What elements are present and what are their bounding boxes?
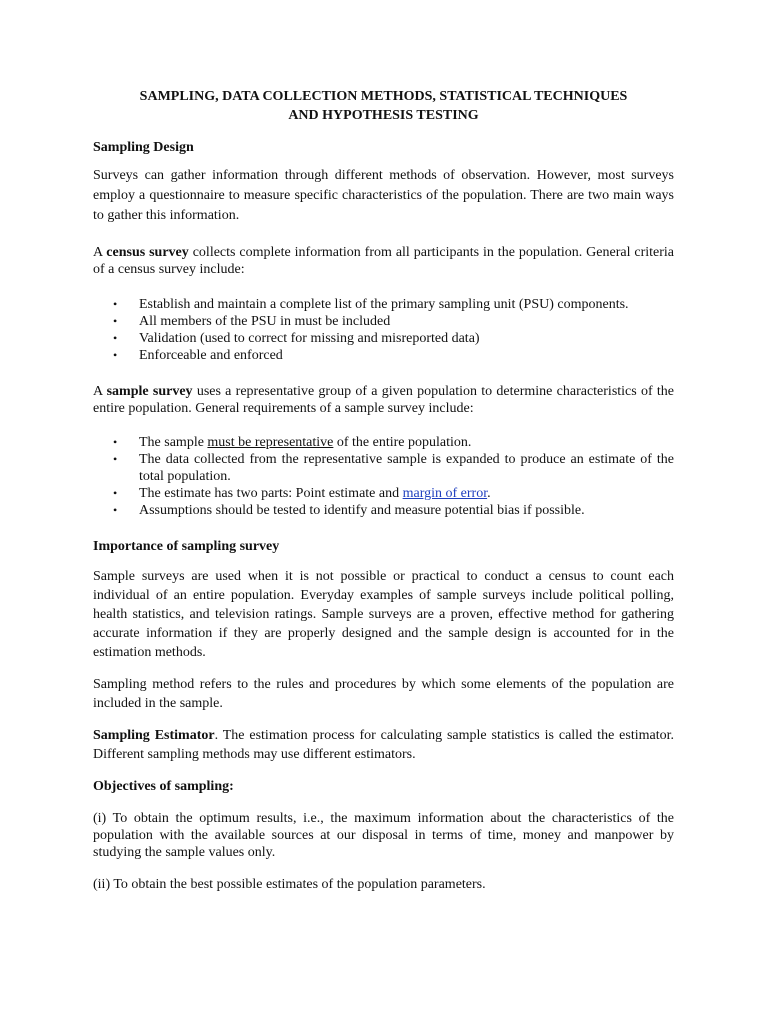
sample-survey-term: sample survey: [106, 384, 193, 399]
census-criteria-list: [93, 296, 674, 364]
sample-survey-paragraph: [93, 383, 674, 417]
list-item: [93, 485, 674, 502]
item1-post: of the entire population.: [336, 435, 472, 450]
list-item: [93, 296, 674, 313]
list-item-text: Establish and maintain a complete list of the primary sampling unit (PSU) components.: [139, 297, 629, 312]
title-line-1: SAMPLING, DATA COLLECTION METHODS, STATISTICAL TECHNIQUES: [139, 89, 628, 104]
bullet-icon: •: [113, 452, 118, 466]
objective-1: (i) To obtain the optimum results, i.e., the maximum information about the characteristics of the population with the available sources at our disposal in terms of time, money and manpower by studying the sample values only.: [93, 811, 674, 860]
list-item: [93, 347, 674, 364]
list-item-text: All members of the PSU in must be included: [139, 314, 391, 329]
sampling-estimator-paragraph: [93, 726, 674, 764]
census-rest: collects complete information from all participants in the population. General criteria of a census survey include:: [93, 245, 675, 277]
bullet-icon: •: [113, 486, 118, 500]
item3-post: .: [487, 486, 491, 501]
importance-paragraph: Sample surveys are used when it is not possible or practical to conduct a census to count each individual of an entire population. Everyday examples of sample surveys include political polling, health statistics, and television ratings. Sample surveys are a proven, effective method for gathering accurate information if they are properly designed and the sample design is accounted for in the estimation methods.: [93, 569, 674, 660]
list-item: [93, 313, 674, 330]
list-item-text: Validation (used to correct for missing and misreported data): [139, 331, 480, 346]
sampling-method-paragraph: Sampling method refers to the rules and procedures by which some elements of the population are included in the sample.: [93, 677, 674, 711]
sampling-estimator-rest: . The estimation process for calculating sample statistics is called the estimator. Different sampling methods may use different estimators.: [93, 728, 674, 762]
margin-of-error-link[interactable]: margin of error: [402, 486, 488, 501]
bullet-icon: •: [113, 348, 118, 362]
must-be-representative-underlined: must be representative: [207, 435, 334, 450]
document-body: [93, 87, 674, 906]
title-line-2: AND HYPOTHESIS TESTING: [288, 108, 479, 123]
census-lead: A: [93, 245, 103, 260]
importance-heading: Importance of sampling survey: [93, 539, 280, 554]
list-item: [93, 330, 674, 347]
bullet-icon: •: [113, 314, 118, 328]
list-item-text: Assumptions should be tested to identify and measure potential bias if possible.: [139, 503, 585, 518]
list-item-text: Enforceable and enforced: [139, 348, 283, 363]
document-title: [93, 87, 674, 125]
bullet-icon: •: [113, 331, 118, 345]
list-item: [93, 434, 674, 451]
bullet-icon: •: [113, 503, 118, 517]
sampling-design-intro: Surveys can gather information through different methods of observation. However, most surveys employ a questionnaire to measure specific characteristics of the population. There are two main ways to gather this information.: [93, 168, 674, 223]
sampling-estimator-term: Sampling Estimator: [93, 728, 215, 743]
bullet-icon: •: [113, 435, 118, 449]
item1-pre: The sample: [139, 435, 204, 450]
list-item-text: The data collected from the representative sample is expanded to produce an estimate of the total population.: [139, 452, 674, 484]
list-item: [93, 451, 674, 485]
sample-rest: uses a representative group of a given population to determine characteristics of the entire population. General requirements of a sample survey include:: [93, 384, 674, 416]
objectives-heading: Objectives of sampling:: [93, 779, 234, 794]
census-survey-term: census survey: [106, 245, 189, 260]
sample-requirements-list: [93, 434, 674, 519]
sample-lead: A: [93, 384, 103, 399]
item3-pre: The estimate has two parts: Point estimate and: [139, 486, 400, 501]
census-survey-paragraph: [93, 244, 674, 278]
objective-2: (ii) To obtain the best possible estimates of the population parameters.: [93, 877, 486, 892]
sampling-design-heading: Sampling Design: [93, 140, 194, 155]
list-item: [93, 502, 674, 519]
bullet-icon: •: [113, 297, 118, 311]
